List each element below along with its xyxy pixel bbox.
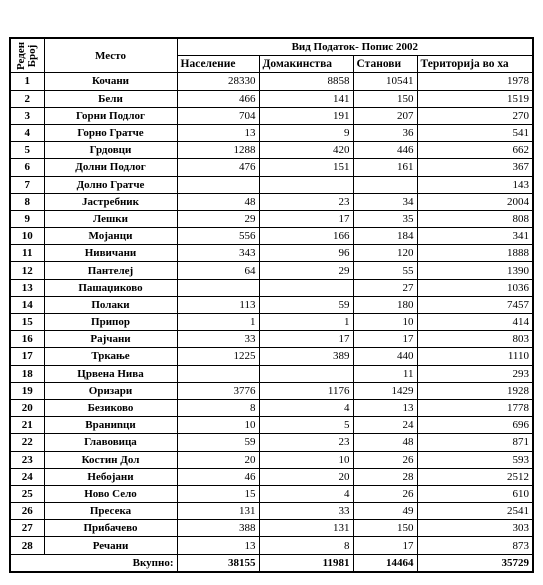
cell-households: 166 xyxy=(259,228,353,245)
table-row xyxy=(10,142,533,159)
cell-households: 191 xyxy=(259,107,353,124)
cell-place: Костин Дол xyxy=(44,451,177,468)
cell-households: 1176 xyxy=(259,382,353,399)
cell-population: 33 xyxy=(177,331,259,348)
cell-place: Мојанци xyxy=(44,228,177,245)
table-row xyxy=(10,348,533,365)
cell-place: Горно Гратче xyxy=(44,124,177,141)
cell-population: 20 xyxy=(177,451,259,468)
cell-row-number: 23 xyxy=(10,451,44,468)
cell-row-number: 12 xyxy=(10,262,44,279)
cell-households: 8858 xyxy=(259,73,353,90)
cell-households: 141 xyxy=(259,90,353,107)
cell-population: 388 xyxy=(177,520,259,537)
table-row xyxy=(10,245,533,262)
cell-row-number: 16 xyxy=(10,331,44,348)
header-territory: Територија во ха xyxy=(417,56,533,73)
cell-territory: 662 xyxy=(417,142,533,159)
cell-row-number: 27 xyxy=(10,520,44,537)
cell-population: 1225 xyxy=(177,348,259,365)
cell-dwellings: 34 xyxy=(353,193,417,210)
cell-households: 9 xyxy=(259,124,353,141)
table-row xyxy=(10,228,533,245)
table-row xyxy=(10,296,533,313)
cell-dwellings: 55 xyxy=(353,262,417,279)
total-dwellings: 14464 xyxy=(353,554,417,572)
cell-place: Пашаџиково xyxy=(44,279,177,296)
cell-row-number: 28 xyxy=(10,537,44,554)
cell-households xyxy=(259,365,353,382)
cell-dwellings: 48 xyxy=(353,434,417,451)
total-territory: 35729 xyxy=(417,554,533,572)
cell-row-number: 13 xyxy=(10,279,44,296)
cell-territory: 808 xyxy=(417,210,533,227)
cell-row-number: 4 xyxy=(10,124,44,141)
cell-row-number: 20 xyxy=(10,399,44,416)
table-row xyxy=(10,434,533,451)
cell-dwellings: 10541 xyxy=(353,73,417,90)
cell-dwellings: 10 xyxy=(353,314,417,331)
cell-row-number: 21 xyxy=(10,417,44,434)
cell-place: Ново Село xyxy=(44,485,177,502)
cell-territory: 871 xyxy=(417,434,533,451)
cell-territory: 2004 xyxy=(417,193,533,210)
cell-households: 10 xyxy=(259,451,353,468)
cell-population: 556 xyxy=(177,228,259,245)
header-population: Население xyxy=(177,56,259,73)
cell-place: Безиково xyxy=(44,399,177,416)
cell-row-number: 26 xyxy=(10,503,44,520)
cell-territory: 1888 xyxy=(417,245,533,262)
cell-population: 13 xyxy=(177,124,259,141)
cell-population: 476 xyxy=(177,159,259,176)
cell-place: Лешки xyxy=(44,210,177,227)
cell-households: 17 xyxy=(259,331,353,348)
cell-territory: 1778 xyxy=(417,399,533,416)
cell-population: 28330 xyxy=(177,73,259,90)
cell-population: 8 xyxy=(177,399,259,416)
total-households: 11981 xyxy=(259,554,353,572)
cell-dwellings: 36 xyxy=(353,124,417,141)
cell-territory: 541 xyxy=(417,124,533,141)
cell-households: 20 xyxy=(259,468,353,485)
cell-households: 96 xyxy=(259,245,353,262)
cell-dwellings xyxy=(353,176,417,193)
cell-territory: 2541 xyxy=(417,503,533,520)
table-row xyxy=(10,417,533,434)
cell-territory: 1978 xyxy=(417,73,533,90)
cell-population xyxy=(177,176,259,193)
table-row xyxy=(10,537,533,554)
cell-row-number: 2 xyxy=(10,90,44,107)
cell-place: Црвена Нива xyxy=(44,365,177,382)
cell-dwellings: 35 xyxy=(353,210,417,227)
cell-row-number: 8 xyxy=(10,193,44,210)
cell-population: 46 xyxy=(177,468,259,485)
cell-population xyxy=(177,365,259,382)
cell-households: 4 xyxy=(259,399,353,416)
header-row-number-label xyxy=(16,42,38,70)
cell-territory: 1110 xyxy=(417,348,533,365)
cell-households: 131 xyxy=(259,520,353,537)
cell-dwellings: 180 xyxy=(353,296,417,313)
cell-row-number: 1 xyxy=(10,73,44,90)
cell-place: Бели xyxy=(44,90,177,107)
cell-territory: 1036 xyxy=(417,279,533,296)
table-row xyxy=(10,124,533,141)
cell-place: Нивичани xyxy=(44,245,177,262)
total-population: 38155 xyxy=(177,554,259,572)
cell-row-number: 18 xyxy=(10,365,44,382)
cell-territory: 1519 xyxy=(417,90,533,107)
cell-population xyxy=(177,279,259,296)
cell-dwellings: 150 xyxy=(353,520,417,537)
cell-territory: 414 xyxy=(417,314,533,331)
table-row xyxy=(10,176,533,193)
cell-territory: 293 xyxy=(417,365,533,382)
cell-dwellings: 207 xyxy=(353,107,417,124)
cell-row-number: 19 xyxy=(10,382,44,399)
cell-dwellings: 11 xyxy=(353,365,417,382)
cell-households: 5 xyxy=(259,417,353,434)
cell-row-number: 22 xyxy=(10,434,44,451)
cell-territory: 2512 xyxy=(417,468,533,485)
cell-territory: 610 xyxy=(417,485,533,502)
cell-households xyxy=(259,279,353,296)
table-row xyxy=(10,159,533,176)
cell-dwellings: 184 xyxy=(353,228,417,245)
cell-population: 3776 xyxy=(177,382,259,399)
cell-place: Јастребник xyxy=(44,193,177,210)
cell-population: 13 xyxy=(177,537,259,554)
census-table xyxy=(9,37,534,573)
cell-households: 4 xyxy=(259,485,353,502)
cell-dwellings: 27 xyxy=(353,279,417,296)
cell-place: Кочани xyxy=(44,73,177,90)
cell-territory: 341 xyxy=(417,228,533,245)
cell-households: 23 xyxy=(259,434,353,451)
cell-place: Речани xyxy=(44,537,177,554)
cell-dwellings: 26 xyxy=(353,485,417,502)
table-row xyxy=(10,279,533,296)
cell-population: 466 xyxy=(177,90,259,107)
cell-households: 17 xyxy=(259,210,353,227)
table-row xyxy=(10,210,533,227)
header-dwellings: Станови xyxy=(353,56,417,73)
cell-dwellings: 13 xyxy=(353,399,417,416)
cell-territory: 1390 xyxy=(417,262,533,279)
cell-dwellings: 26 xyxy=(353,451,417,468)
cell-row-number: 25 xyxy=(10,485,44,502)
cell-population: 113 xyxy=(177,296,259,313)
cell-population: 48 xyxy=(177,193,259,210)
cell-population: 10 xyxy=(177,417,259,434)
cell-territory: 593 xyxy=(417,451,533,468)
cell-dwellings: 446 xyxy=(353,142,417,159)
cell-place: Долни Подлог xyxy=(44,159,177,176)
cell-households: 23 xyxy=(259,193,353,210)
cell-dwellings: 161 xyxy=(353,159,417,176)
cell-place: Долно Гратче xyxy=(44,176,177,193)
cell-place: Рајчани xyxy=(44,331,177,348)
header-row-number xyxy=(10,38,44,73)
cell-dwellings: 440 xyxy=(353,348,417,365)
table-row xyxy=(10,193,533,210)
cell-place: Полаки xyxy=(44,296,177,313)
table-row xyxy=(10,331,533,348)
cell-households: 8 xyxy=(259,537,353,554)
header-households: Домакинства xyxy=(259,56,353,73)
cell-households: 389 xyxy=(259,348,353,365)
cell-population: 15 xyxy=(177,485,259,502)
cell-dwellings: 28 xyxy=(353,468,417,485)
cell-dwellings: 17 xyxy=(353,331,417,348)
cell-territory: 270 xyxy=(417,107,533,124)
table-row xyxy=(10,90,533,107)
header-place: Место xyxy=(44,38,177,73)
table-row xyxy=(10,503,533,520)
cell-row-number: 17 xyxy=(10,348,44,365)
cell-territory: 696 xyxy=(417,417,533,434)
table-row xyxy=(10,365,533,382)
cell-place: Горни Подлог xyxy=(44,107,177,124)
cell-dwellings: 150 xyxy=(353,90,417,107)
header-row-group xyxy=(10,38,533,56)
cell-population: 1288 xyxy=(177,142,259,159)
cell-row-number: 9 xyxy=(10,210,44,227)
table-row xyxy=(10,468,533,485)
cell-row-number: 24 xyxy=(10,468,44,485)
cell-households: 59 xyxy=(259,296,353,313)
table-row xyxy=(10,382,533,399)
cell-dwellings: 24 xyxy=(353,417,417,434)
cell-territory: 143 xyxy=(417,176,533,193)
cell-place: Главовица xyxy=(44,434,177,451)
cell-population: 131 xyxy=(177,503,259,520)
cell-place: Небојани xyxy=(44,468,177,485)
cell-population: 704 xyxy=(177,107,259,124)
cell-dwellings: 120 xyxy=(353,245,417,262)
table-row xyxy=(10,520,533,537)
total-label: Вкупно: xyxy=(10,554,177,572)
cell-row-number: 5 xyxy=(10,142,44,159)
cell-households: 151 xyxy=(259,159,353,176)
cell-place: Припор xyxy=(44,314,177,331)
table-row xyxy=(10,262,533,279)
cell-territory: 803 xyxy=(417,331,533,348)
cell-row-number: 7 xyxy=(10,176,44,193)
cell-population: 64 xyxy=(177,262,259,279)
cell-territory: 873 xyxy=(417,537,533,554)
cell-territory: 1928 xyxy=(417,382,533,399)
cell-territory: 303 xyxy=(417,520,533,537)
table-row xyxy=(10,107,533,124)
table-row xyxy=(10,451,533,468)
cell-place: Оризари xyxy=(44,382,177,399)
cell-territory: 367 xyxy=(417,159,533,176)
cell-territory: 7457 xyxy=(417,296,533,313)
table-row xyxy=(10,314,533,331)
cell-dwellings: 17 xyxy=(353,537,417,554)
cell-population: 343 xyxy=(177,245,259,262)
cell-households xyxy=(259,176,353,193)
cell-population: 59 xyxy=(177,434,259,451)
cell-place: Грдовци xyxy=(44,142,177,159)
cell-row-number: 15 xyxy=(10,314,44,331)
cell-row-number: 6 xyxy=(10,159,44,176)
cell-row-number: 10 xyxy=(10,228,44,245)
cell-place: Тркање xyxy=(44,348,177,365)
cell-place: Пантелеј xyxy=(44,262,177,279)
cell-population: 29 xyxy=(177,210,259,227)
cell-place: Пресека xyxy=(44,503,177,520)
cell-place: Враниnци xyxy=(44,417,177,434)
cell-households: 29 xyxy=(259,262,353,279)
total-row xyxy=(10,554,533,572)
cell-households: 33 xyxy=(259,503,353,520)
table-row xyxy=(10,73,533,90)
cell-population: 1 xyxy=(177,314,259,331)
cell-row-number: 3 xyxy=(10,107,44,124)
header-data-group: Вид Податок- Попис 2002 xyxy=(177,38,533,56)
header-row-number-line1: Реден xyxy=(15,41,28,70)
cell-dwellings: 49 xyxy=(353,503,417,520)
cell-row-number: 11 xyxy=(10,245,44,262)
cell-row-number: 14 xyxy=(10,296,44,313)
cell-households: 1 xyxy=(259,314,353,331)
cell-dwellings: 1429 xyxy=(353,382,417,399)
table-body xyxy=(10,73,533,554)
cell-households: 420 xyxy=(259,142,353,159)
cell-place: Прибачево xyxy=(44,520,177,537)
table-row xyxy=(10,485,533,502)
table-row xyxy=(10,399,533,416)
header-row-number-line2: Број xyxy=(26,44,39,67)
